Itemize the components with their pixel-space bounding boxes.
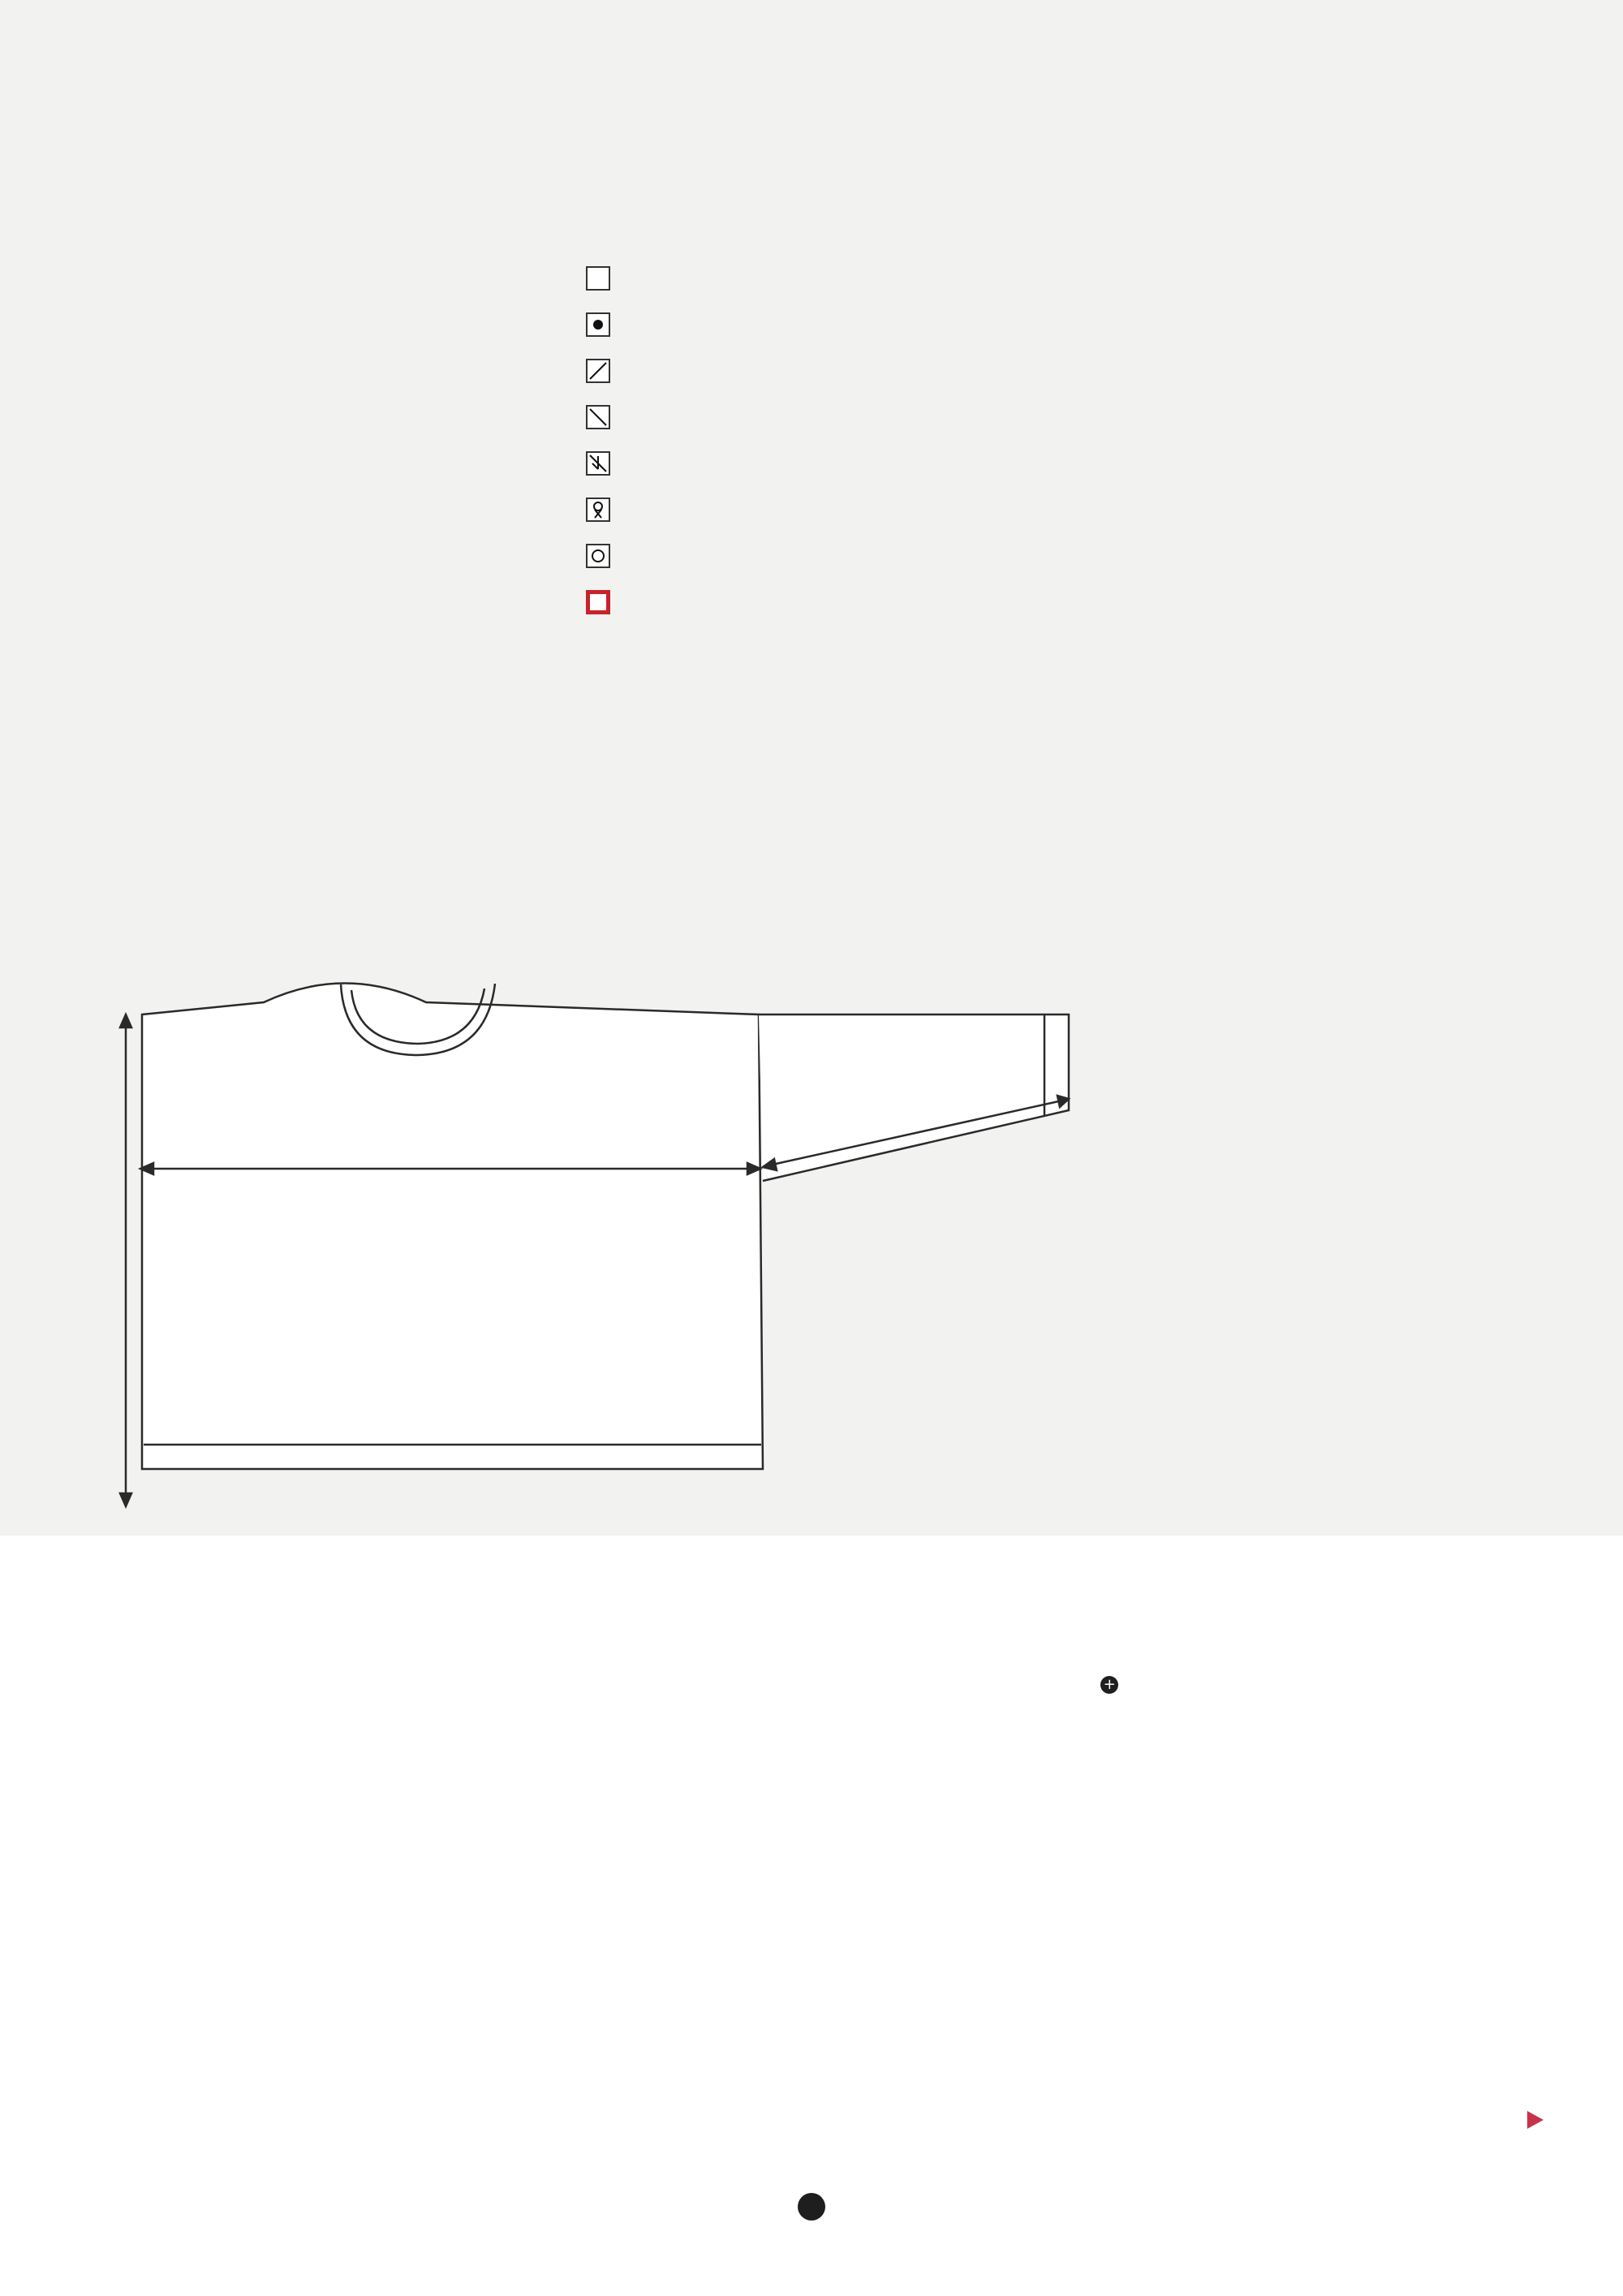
key-section <box>586 252 846 625</box>
key-item-skpo <box>586 394 846 440</box>
key-item-knit <box>586 255 846 301</box>
key-item-ktbl <box>586 486 846 532</box>
k2tog-icon <box>586 359 610 383</box>
blocking-diagram <box>77 958 1083 1518</box>
key-item-yo <box>586 532 846 579</box>
sk2po-icon <box>586 451 610 476</box>
instructions-column-2 <box>618 1605 1073 1704</box>
key-item-k2tog <box>586 347 846 394</box>
page-footer <box>0 2191 1623 2221</box>
last-line <box>1097 1667 1552 1699</box>
skpo-icon <box>586 405 610 429</box>
repeat-icon <box>586 590 610 614</box>
instructions-column-3 <box>1097 1605 1552 1699</box>
key-item-repeat <box>586 579 846 625</box>
page-number <box>798 2193 825 2221</box>
lace-chart <box>852 286 1526 854</box>
knit-square-icon <box>586 266 610 291</box>
key-item-sk2po <box>586 440 846 486</box>
end-mark-icon: + <box>1100 1676 1118 1694</box>
yo-icon <box>586 544 610 568</box>
purl-dot-icon <box>586 312 610 337</box>
ktbl-icon <box>586 498 610 522</box>
instructions-column-1 <box>139 1605 593 1674</box>
lace-stitch-photo <box>1097 915 1548 1504</box>
next-page-arrow-icon[interactable] <box>1527 2111 1543 2129</box>
key-item-purl <box>586 301 846 347</box>
